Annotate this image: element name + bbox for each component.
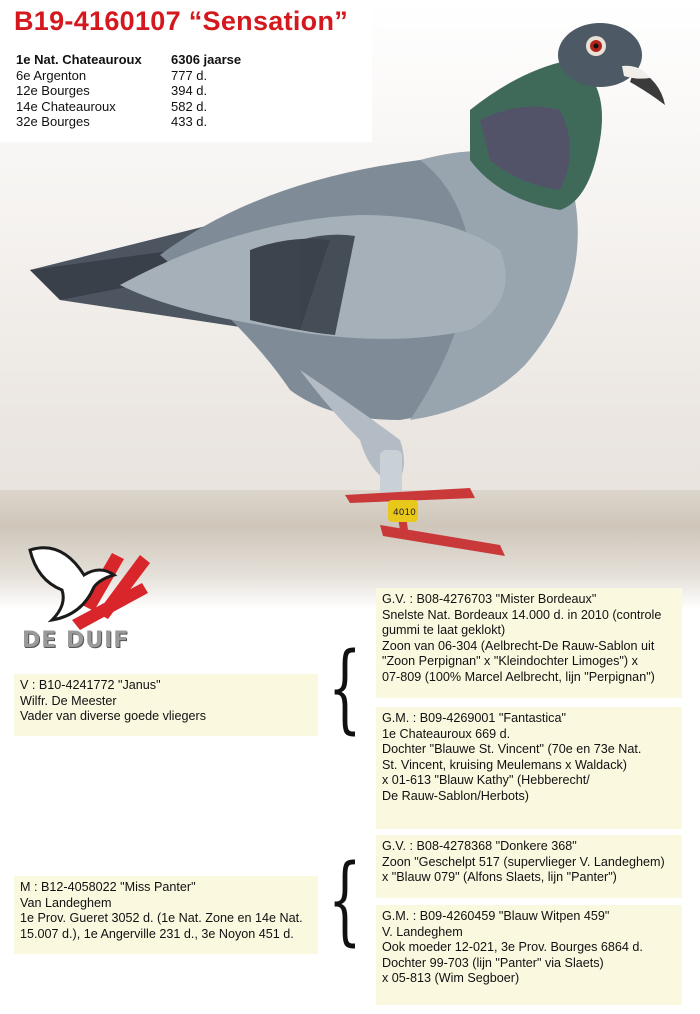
pedigree-line: G.V. : B08-4278368 "Donkere 368" [382,839,577,853]
pedigree-line: St. Vincent, kruising Meulemans x Waldack) [382,757,627,772]
pedigree-line: 1e Chateauroux 669 d. [382,726,511,741]
header-block [0,0,372,142]
pedigree-line: Zoon van 06-304 (Aelbrecht-De Rauw-Sablon uit [382,638,655,653]
result-race: 6e Argenton [16,67,87,83]
result-row [16,68,241,84]
logo-text: DE DUIF [22,628,130,653]
result-race: 14e Chateauroux [16,98,116,114]
result-row [16,52,241,68]
pedigree-line: x 01-613 "Blauw Kathy" (Hebberecht/ [382,773,590,787]
pedigree-line: G.V. : B08-4276703 "Mister Bordeaux" [382,592,597,606]
father-box [14,674,318,736]
pedigree-line: Van Landeghem [20,895,112,910]
foot-lower [380,525,505,556]
result-score: 394 d. [171,83,208,98]
pedigree-line: Snelste Nat. Bordeaux 14.000 d. in 2010 (controle [382,607,662,622]
mother-box [14,876,318,954]
ring-number: 4010 [393,508,416,518]
pedigree-line: 1e Prov. Gueret 3052 d. (1e Nat. Zone en 14e Nat. [20,911,303,925]
pedigree-line: G.M. : B09-4260459 "Blauw Witpen 459" [382,909,610,923]
result-race: 32e Bourges [16,114,90,129]
pedigree-line: Dochter 99-703 (lijn "Panter" via Slaets) [382,955,604,970]
pedigree-line: G.M. : B09-4269001 "Fantastica" [382,711,566,725]
result-score: 6306 jaarse [171,52,242,67]
result-row [16,83,241,99]
pedigree-line: x "Blauw 079" (Alfons Slaets, lijn "Panter") [382,870,617,884]
result-row [16,99,241,115]
pedigree-line: 15.007 d.), 1e Angerville 231 d., 3e Noyon 451 d. [20,926,294,941]
result-race: 12e Bourges [16,83,90,98]
result-row [16,114,241,130]
pedigree-line: Vader van diverse goede vliegers [20,709,206,723]
pedigree-line: x 05-813 (Wim Segboer) [382,971,520,985]
grandfather-paternal-box [376,588,682,698]
result-race: 1e Nat. Chateauroux [16,52,142,67]
pedigree-line: M : B12-4058022 "Miss Panter" [20,880,196,894]
pedigree-line: Dochter "Blauwe St. Vincent" (70e en 73e Nat. [382,742,642,756]
result-score: 777 d. [171,67,208,83]
result-score: 582 d. [171,98,208,114]
page-title: B19-4160107 “Sensation” [14,6,349,36]
pedigree-line: 07-809 (100% Marcel Aelbrecht, lijn "Perpignan") [382,669,655,684]
pedigree-line: De Rauw-Sablon/Herbots) [382,788,529,803]
pedigree-line: V. Landeghem [382,924,463,939]
pedigree-line: gummi te laat geklokt) [382,623,506,637]
pedigree-line: Wilfr. De Meester [20,693,117,708]
pedigree-line: Ook moeder 12-021, 3e Prov. Bourges 6864 d. [382,940,643,954]
pedigree-line: Zoon "Geschelpt 517 (supervlieger V. Landeghem) [382,854,665,869]
grandfather-maternal-box [376,835,682,898]
grandmother-maternal-box [376,905,682,1005]
maternal-brace: { [328,844,362,956]
result-score: 433 d. [171,114,208,129]
paternal-brace: { [328,632,362,744]
pedigree-line: "Zoon Perpignan" x "Kleindochter Limoges") x [382,654,638,668]
results-list [16,52,241,130]
grandmother-paternal-box [376,707,682,829]
pedigree-line: V : B10-4241772 "Janus" [20,678,161,692]
